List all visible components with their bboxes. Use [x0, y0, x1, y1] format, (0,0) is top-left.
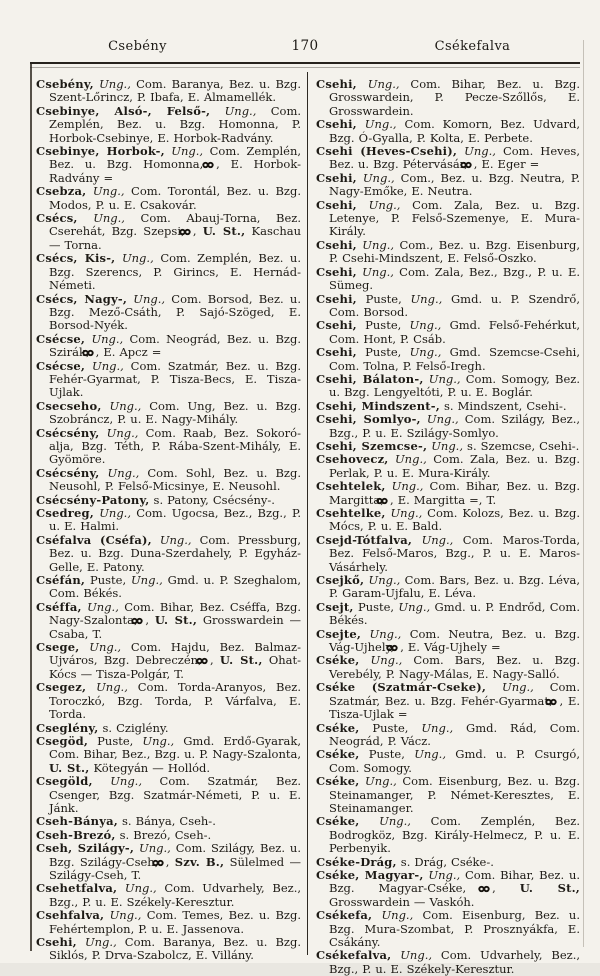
entry	[316, 239, 580, 266]
entry-headword: Csehfalva,	[36, 908, 105, 923]
entry-text: Com. Abauj-Torna, Bez. Cserehát, Bzg. Szepsi,	[49, 211, 302, 239]
entry	[316, 574, 580, 601]
entry-text: Ung.,	[115, 251, 154, 266]
entry-headword: Csehetfalva,	[36, 881, 118, 896]
running-head-left-word: Csebény	[108, 39, 167, 54]
entry	[316, 440, 580, 453]
entry-text: Puste,	[88, 733, 134, 748]
entry	[36, 574, 301, 601]
entry-headword: Csegöld,	[36, 774, 93, 789]
entry	[36, 722, 301, 735]
entry-text: Ung.,	[359, 653, 403, 668]
entry-headword: Csécs, Nagy-,	[36, 291, 128, 306]
entry	[316, 172, 580, 199]
entry-text: Ung.,	[359, 814, 411, 829]
entry	[36, 360, 301, 400]
entry-text: Com. Zala, Bez., Bzg., P. u. E. Sümeg.	[329, 264, 580, 293]
entry-text: Gmd. Felső-Fehérkut, Com. Hont, P. Csáb.	[329, 318, 580, 346]
entry-headword: Csehi,	[316, 345, 357, 360]
entry-text: , E. Apcz =	[95, 345, 162, 360]
entry-text: Com. Baranya, Bez. u. Bzg. Szent-Lőrincz, P. Ibafa, E. Almamellék.	[49, 77, 301, 105]
entry-text: Com. Komorn, Bez. Udvard, Bzg. Ó-Gyalla, P. Kolta, E. Perbete.	[329, 117, 580, 145]
entry-text: Ung.,	[164, 144, 204, 159]
entry	[36, 252, 301, 292]
entry	[36, 507, 301, 534]
entry-text: Kötegyán — Hollód.	[89, 760, 211, 775]
entry-text: Ung.,	[86, 680, 128, 695]
header-rule	[30, 62, 580, 68]
entry-text: Com. Udvarhely, Bez., Bzg., P. u. E. Székely-Keresztur.	[329, 948, 581, 976]
entry-headword: Csebinye, Horbok-,	[36, 144, 165, 159]
entry-text: Puste,	[356, 345, 402, 360]
entry-text: Ung.,	[401, 291, 443, 306]
entry-headword: U. St.,	[154, 613, 198, 628]
entry-text: Ung.,	[151, 532, 192, 547]
entry-text: Ung.,	[427, 438, 463, 453]
running-head-right-word: Csékefalva	[434, 39, 511, 54]
entry	[36, 735, 301, 775]
entry	[36, 681, 301, 721]
entry-headword: Cséke-Drág,	[316, 854, 397, 869]
entry-headword: Csejkő,	[316, 573, 365, 588]
entry-text: Ung.,	[104, 908, 142, 923]
entry-text: Com. Bihar, Bez. u. Bzg. Grosswardein, P. Pecze-Szőllős, E. Grosswardein.	[329, 77, 580, 118]
entry-headword: Cseh-Brezó,	[36, 827, 116, 842]
entry-text: Com., Bez. u. Bzg. Eisenburg, P. Csehi-Mindszent, E. Felső-Oszko.	[329, 237, 581, 266]
page-number: 170	[291, 38, 319, 54]
entry-text: Gmd. Erdő-Gyarak, Com. Bihar, Bez., Bzg. u. P. Nagy-Szalonta,	[49, 733, 301, 762]
entry-text: Com. Zemplén, Bez. u. Bzg. Homonna, P. Horbok-Csebinye, E. Horbok-Radvány.	[49, 103, 301, 145]
entry	[36, 909, 301, 936]
entry-text: Com. Bihar, Bez. Cséffa, Bzg. Nagy-Szalonta,	[49, 599, 302, 628]
entry	[316, 413, 580, 440]
entry	[316, 78, 580, 118]
entry-text: Grosswardein — Csaba, T.	[49, 613, 301, 641]
entry	[316, 722, 580, 749]
entry	[316, 748, 580, 775]
entry-headword: Csécs,	[36, 211, 78, 226]
entry-text: Com. Neográd, Bez. u. Bzg. Szirák,	[49, 331, 301, 360]
entry-text: Puste,	[85, 573, 127, 588]
entry-headword: Csehi, Mindszent-,	[316, 398, 440, 413]
entry-text: Ung.,	[372, 908, 414, 923]
entry-headword: Cséffa,	[36, 599, 82, 614]
entry-text: Com. Bihar, Bez. u. Bzg. Margitta,	[329, 479, 580, 507]
entry	[316, 681, 580, 721]
entry-text: Ung.,	[457, 144, 496, 159]
entry-text: Sülelmed — Szilágy-Cseh, T.	[49, 854, 301, 882]
entry-text: Com. Eisenburg, Bez. u. Bzg. Mura-Szombat, P. Prosznyákfa, E. Csákány.	[329, 908, 580, 949]
entry-text: Com. Kolozs, Bez. u. Bzg. Mócs, P. u. E. Bald.	[329, 506, 581, 534]
entry-text: Ung.,	[356, 117, 397, 132]
text-columns	[34, 72, 581, 976]
page-edge-rule-right	[583, 40, 584, 947]
entry-text: Ung.,	[94, 506, 131, 520]
entry-text: Ung.,	[391, 948, 433, 963]
entry-text: Com. Sohl, Bez. u. Bzg. Neusohl, P. Felső-Micsinye, E. Neusohl.	[49, 465, 302, 494]
running-head	[30, 38, 580, 54]
entry	[316, 775, 580, 815]
entry-text: ,	[209, 653, 220, 668]
entry	[36, 815, 301, 828]
entry-text: ,	[165, 854, 175, 869]
entry-text: Com. Raab, Bez. Sokoró-alja, Bzg. Téth, P. Rába-Szent-Mihály, E. Gyömöre.	[49, 425, 301, 467]
entry-text: s. Drág, Cséke-.	[396, 854, 494, 869]
entry-headword: Csehi, Bálaton-,	[316, 371, 424, 386]
entry-headword: Csehtelek,	[316, 479, 386, 494]
entry-text: Kaschau — Torna.	[49, 224, 302, 252]
entry	[36, 333, 301, 360]
entry-text: s. Bánya, Cseh-.	[117, 814, 216, 829]
entry-text: Ung.,	[81, 599, 119, 614]
entry-headword: U. St.,	[49, 760, 90, 775]
entry-headword: Csedreg,	[36, 506, 95, 520]
entry-headword: Cséke,	[316, 653, 360, 668]
entry-headword: Csebza,	[36, 184, 87, 199]
entry	[316, 145, 580, 172]
entry-text: Com. Szatmár, Bez. Csenger, Bzg. Szatmár-Németi, P. u. E. Jánk.	[49, 774, 301, 815]
entry	[36, 78, 301, 105]
entry-text: Ung.,	[127, 291, 166, 306]
entry-text: Ung.,	[404, 747, 446, 762]
entry-text: Com. Temes, Bez. u. Bzg. Fehértemplon, P. u. E. Jassenova.	[49, 908, 301, 936]
entry-text: Ung.,	[401, 345, 442, 360]
entry-headword: Cséfán,	[36, 573, 86, 588]
entry-text: Ung.,	[99, 425, 139, 440]
entry-text: Ung.,	[388, 452, 427, 467]
entry-headword: Csehi,	[316, 117, 357, 132]
entry	[36, 400, 301, 427]
entry-text: Ung.,	[133, 733, 175, 748]
entry	[316, 856, 580, 869]
entry	[316, 293, 580, 320]
entry-headword: Csehovecz,	[316, 452, 389, 467]
entry-text: Grosswardein — Vaskóh.	[329, 894, 475, 909]
entry-headword: Csejt,	[316, 599, 354, 614]
entry-headword: Csécs, Kis-,	[36, 251, 116, 266]
entry	[316, 815, 580, 855]
entry-headword: Csejte,	[316, 626, 362, 641]
entry-text: Com. Torontál, Bez. u. Bzg. Modos, P. u. E. Csakovár.	[49, 184, 301, 212]
entry-headword: Csegez,	[36, 680, 87, 695]
entry-text: Com. Ung, Bez. u. Bzg. Szobráncz, P. u. E. Nagy-Mihály.	[49, 398, 301, 427]
entry-text: Gmd. u. P. Endrőd, Com. Békés.	[329, 599, 580, 628]
entry-text: Com. Heves, Bez. u. Bzg. Pétervásár,	[329, 144, 580, 172]
entry-text: Com. Zemplén, Bez. u. Bzg. Szerencs, P. Girincs, E. Hernád-Németi.	[49, 251, 301, 293]
entry-text: Ung.,	[356, 237, 395, 252]
entry-text: Ung.,	[134, 841, 171, 856]
entry-text: Ung.,	[420, 412, 459, 427]
entry-headword: Csehi,	[316, 318, 357, 333]
entry-headword: Csebinye, Alsó-, Felső-,	[36, 103, 211, 118]
entry-text: Ung.,	[364, 573, 401, 588]
entry-text: Com. Borsod, Bez. u. Bzg. Mező-Csáth, P. Sajó-Szöged, E. Borsod-Nyék.	[49, 291, 301, 333]
entry-text: ,	[492, 881, 520, 896]
entry	[36, 641, 301, 681]
entry	[36, 534, 301, 574]
entry-headword: Csehi,	[316, 291, 357, 306]
entry-text: Ung.,	[359, 774, 397, 789]
entry-text: s. Mindszent, Csehi-.	[439, 398, 567, 413]
entry	[316, 453, 580, 480]
entry-headword: Csékefa,	[316, 908, 373, 923]
entry-text: Com. Somogy, Bez. u. Bzg. Lengyeltóti, P. u. E. Boglár.	[329, 371, 580, 400]
entry-text: , E. Eger =	[473, 157, 540, 172]
entry	[316, 199, 580, 239]
entry	[36, 145, 301, 185]
entry-text: Com. Ugocsa, Bez., Bzg., P. u. E. Halmi.	[49, 506, 302, 534]
entry	[316, 654, 580, 681]
entry	[316, 400, 580, 413]
entry-headword: Csehi,	[36, 935, 77, 949]
page-edge-rule-left	[30, 62, 32, 951]
entry-headword: Csehi, Somlyo-,	[316, 412, 421, 427]
entry-text: Gmd. Rád, Com. Neográd, P. Vácz.	[329, 720, 581, 748]
entry-text: Puste,	[353, 599, 395, 614]
entry-text: Ung.,	[126, 573, 163, 588]
entry-text: Com. Szilágy, Bez., Bzg., P. u. E. Szilágy-Somlyo.	[329, 412, 580, 440]
entry-headword: Csejd-Tótfalva,	[316, 532, 413, 547]
entry-headword: Csécse,	[36, 331, 86, 346]
entry	[36, 467, 301, 494]
entry-text: Com. Bihar, Bez. u. Bzg. Magyar-Cséke,	[329, 867, 581, 896]
entry	[316, 266, 580, 293]
entry	[36, 427, 301, 467]
entry-headword: Csehtelke,	[316, 506, 386, 520]
entry-text: s. Patony, Csécsény-.	[149, 492, 275, 507]
entry	[316, 346, 580, 373]
entry-text: Ung.,	[210, 103, 257, 118]
entry-text: s. Cziglény.	[98, 720, 169, 735]
entry-text: Ung.,	[79, 640, 122, 655]
entry-text: Com. Pressburg, Bez. u. Bzg. Duna-Szerdahely, P. Egyház-Gelle, E. Patony.	[49, 532, 301, 574]
entry-headword: U. St.,	[202, 224, 246, 239]
entry	[316, 909, 580, 949]
entry-headword: Csécsény,	[36, 465, 100, 480]
entry	[36, 829, 301, 842]
entry	[316, 601, 580, 628]
entry	[36, 105, 301, 145]
entry-headword: Csehi,	[316, 77, 357, 91]
entry-text: , E. Vág-Ujhely =	[400, 640, 501, 655]
entry-headword: Csege,	[36, 640, 80, 655]
entry-headword: Csehi (Heves-Csehi),	[316, 144, 458, 159]
entry-headword: Csécsény-Patony,	[36, 492, 150, 507]
entry-text: , E. Tisza-Ujlak =	[329, 693, 580, 722]
entry-text: Puste,	[356, 291, 402, 306]
entry-text: Ung.,	[394, 599, 431, 614]
entry	[36, 936, 301, 963]
entry-text: , E. Margitta =, T.	[389, 492, 497, 507]
entry	[36, 185, 301, 212]
entry-headword: Cséke,	[316, 814, 360, 829]
entry-text: ,	[145, 613, 155, 628]
entry	[316, 480, 580, 507]
entry-text: Ung.,	[356, 264, 394, 279]
entry-text: Ung.,	[486, 680, 534, 695]
entry-headword: U. St.,	[219, 653, 263, 668]
entry-text: Ung.,	[76, 935, 117, 949]
entry-text: Ung.,	[385, 479, 424, 494]
entry-headword: Cséke (Szatmár-Cseke),	[316, 680, 487, 695]
entry-text: Ung.,	[423, 867, 461, 882]
entry	[316, 534, 580, 574]
entry-text: Ung.,	[77, 211, 125, 226]
entry-text: Puste,	[359, 720, 409, 735]
entry-headword: Csehi,	[316, 237, 357, 252]
entry	[316, 373, 580, 400]
entry-text: Com. Hajdu, Bez. Balmaz-Ujváros, Bzg. Debreczén,	[49, 640, 302, 668]
entry-text: Com. Szatmár, Bez. u. Bzg. Fehér-Gyarmat, P. Tisza-Becs, E. Tisza-Ujlak.	[49, 358, 302, 400]
entry	[36, 842, 301, 882]
entry-text: Ung.,	[93, 77, 131, 91]
column-right	[307, 72, 581, 976]
entry-text: Puste,	[359, 747, 405, 762]
entry-text: Com. Zemplén, Bez. Bodrogköz, Bzg. Király-Helmecz, P. u. E. Perbenyik.	[329, 814, 581, 856]
entry-headword: U. St.,	[519, 881, 580, 896]
entry-headword: Szv. B.,	[174, 854, 225, 869]
entry-text: ,	[192, 224, 203, 239]
entry-headword: Csécse,	[36, 358, 86, 373]
entry-headword: Csehi,	[316, 264, 357, 279]
entry-headword: Csékefalva,	[316, 948, 392, 963]
entry-text: Ung.,	[412, 532, 454, 547]
entry-text: s. Szemcse, Csehi-.	[463, 438, 580, 453]
entry-headword: Csehi,	[316, 197, 357, 212]
entry-headword: Cséke,	[316, 720, 360, 735]
entry-text: Ung.,	[86, 184, 125, 199]
entry-text: , E. Horbok-Radvány =	[49, 157, 301, 185]
entry-text: Ung.,	[356, 170, 395, 185]
entry-text: Com. Torda-Aranyos, Bez. Toroczkó, Bzg. Torda, P. Várfalva, E. Torda.	[49, 680, 302, 722]
entry-text: Gmd. Szemcse-Csehi, Com. Tolna, P. Felső-Iregh.	[329, 345, 580, 373]
entry	[36, 212, 301, 252]
entry-text: Ohat-Kócs — Tisza-Polgár, T.	[49, 653, 302, 681]
entry-text: Ung.,	[356, 77, 400, 91]
entry-headword: Csehi,	[316, 170, 357, 185]
entry-headword: Csegöd,	[36, 733, 89, 748]
entry-text: Com. Szilágy, Bez. u. Bzg. Szilágy-Cseh,	[49, 841, 301, 869]
entry-text: Ung.,	[85, 331, 124, 346]
entry-text: Com. Zala, Bez. u. Bzg. Perlak, P. u. E. Mura-Király.	[329, 452, 580, 480]
entry-text: Ung.,	[408, 720, 454, 735]
entry-text: Ung.,	[361, 626, 402, 641]
entry-headword: Cséfalva (Cséfa),	[36, 532, 152, 547]
entry	[316, 869, 580, 909]
entry-text: Com. Eisenburg, Bez. u. Bzg. Steinamanger, P. Német-Keresztes, E. Steinamanger.	[329, 774, 581, 815]
entry-text: Com. Maros-Torda, Bez. Felső-Maros, Bzg., P. u. E. Maros-Vásárhely.	[329, 532, 580, 574]
entry-headword: Cséke,	[316, 747, 360, 762]
entry	[316, 507, 580, 534]
entry-text: Ung.,	[101, 398, 142, 413]
entry-text: Com. Zala, Bez. u. Bzg. Letenye, P. Felső-Szemenye, E. Mura-Király.	[329, 197, 580, 239]
entry	[316, 628, 580, 655]
entry-text: Gmd. u. P. Csurgó, Com. Somogy.	[329, 747, 581, 775]
entry-text: Com. Udvarhely, Bez., Bzg., P. u. E. Székely-Keresztur.	[49, 881, 301, 909]
entry-text: Ung.,	[385, 506, 423, 520]
entry-headword: Cséke,	[316, 774, 360, 789]
entry-text: Puste,	[356, 318, 402, 333]
entry-text: Ung.,	[85, 358, 124, 373]
column-left	[34, 72, 307, 963]
entry	[316, 319, 580, 346]
entry-text: Ung.,	[92, 774, 142, 789]
entry-headword: Csecseho,	[36, 398, 102, 413]
entry-headword: Csehi, Szemcse-,	[316, 438, 428, 453]
entry	[36, 494, 301, 507]
entry-text: Com. Zemplén, Bez. u. Bzg. Homonna,	[49, 144, 302, 172]
entry-text: Ung.,	[99, 465, 140, 480]
entry-text: Com., Bez. u. Bzg. Neutra, P. Nagy-Emőke, E. Neutra.	[329, 170, 581, 199]
entry	[316, 118, 580, 145]
entry-text: Com. Baranya, Bez. u. Bzg. Siklós, P. Drva-Szabolcz, E. Villány.	[49, 935, 301, 963]
entry-text: Com. Bars, Bez. u. Bzg. Léva, P. Garam-Ujfalu, E. Léva.	[329, 573, 580, 601]
entry-text: Gmd. u. P. Szendrő, Com. Borsod.	[329, 291, 581, 319]
entry-text: Ung.,	[356, 197, 401, 212]
entry-headword: Csebény,	[36, 77, 94, 91]
entry-text: Com. Neutra, Bez. u. Bzg. Vág-Ujhely,	[329, 626, 581, 655]
entry-text: Ung.,	[423, 371, 461, 386]
entry-text: Ung.,	[117, 881, 157, 896]
entry	[36, 775, 301, 815]
entry	[36, 293, 301, 333]
entry-text: Gmd. u. P. Szeghalom, Com. Békés.	[49, 573, 302, 601]
entry	[36, 601, 301, 641]
entry-text: s. Brezó, Cseh-.	[115, 827, 212, 842]
entry-headword: Cseh-Bánya,	[36, 814, 118, 829]
entry	[36, 882, 301, 909]
entry-headword: Cséke, Magyar-,	[316, 867, 424, 882]
entry-text: Com. Bars, Bez. u. Bzg. Verebély, P. Nagy-Málas, E. Nagy-Salló.	[329, 653, 581, 681]
entry-text: Com. Szatmár, Bez. u. Bzg. Fehér-Gyarmat,	[329, 680, 580, 708]
entry-headword: Cseh, Szilágy-,	[36, 841, 135, 856]
entry-text: Ung.,	[401, 318, 442, 333]
entry-headword: Csécsény,	[36, 425, 100, 440]
entry-headword: Cseglény,	[36, 720, 99, 735]
